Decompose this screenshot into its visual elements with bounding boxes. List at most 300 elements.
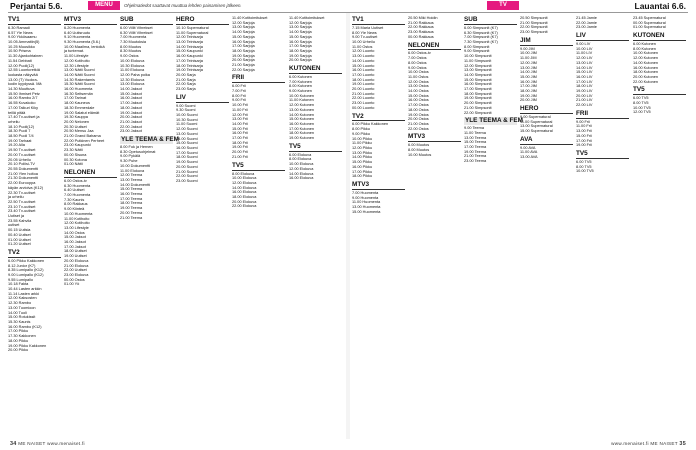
programme-line: 14.00 JIM [520,70,537,75]
programme-line: 12.00 Frii [232,112,249,117]
programme-line: 21.00 Grand Bahama [64,134,101,139]
channel-block [576,110,629,148]
programme-line: 16.00 Rambo (K12) [8,324,42,329]
programme-line: 00.00 Supernatural [633,20,666,25]
programme-line: 9.00 Kiinteä [64,207,85,212]
programme-line: 22.00 Ostos [408,126,429,131]
programme-line: 22.00 Rakkaus [408,25,434,30]
programme-line: 15.00 Suomi [176,141,198,146]
programme-line: 15.30 Nätti Suomi [64,82,95,87]
programme-line: 8.00 Kutonen [633,46,656,51]
programme-line: 18.00 JIM [520,89,537,94]
programme-line: 16.00 Kaupunki [176,54,203,59]
programme-line: 10.00 TV5 [576,169,594,174]
programme-line: 13.00 Luonto [352,54,375,59]
programme-line: 11.00 Frii [576,124,592,129]
programme-line: 21.00 Rakkaus [408,20,434,25]
channel-heading: SUB [464,16,517,25]
programme-line: 8.12 Junior (K7) [8,263,36,268]
channel-heading: TV1 [8,16,61,25]
programme-line: 11.00 Suomi [176,122,198,127]
channel-block [464,117,523,164]
programme-line: 10.00 TV5 [633,105,651,110]
left-footer-magazine: ME NAISET [18,441,46,446]
programme-line: 8.00 Elokuva [232,171,255,176]
programme-line: 19.50 Tv-uutiset [8,148,36,153]
programme-line: 20.50 Simpsonit [520,16,548,20]
programme-line: 9.00 Ostos [408,65,427,70]
programme-line: 14.30 Muuttuva [8,87,35,92]
programme-line: 12.00 Simpsonit [464,63,492,68]
programme-line: 17.00 Kutonen [289,126,315,131]
programme-line: 17.00 Suomi [176,150,198,155]
programme-line: 20.00 Sarjoja [289,58,312,63]
programme-line: 23.00 Simpsonit [520,30,548,35]
programme-line: 22.00 Eurooppa [8,181,36,186]
channel-heading: FRII [576,110,629,119]
programme-line: 9.00 Simpsonit [464,49,490,54]
programme-line: 11.40 Kotitoimitukset [232,16,268,20]
programme-line: 10.18 Fakta [8,282,29,287]
programme-line: 10.00 Frii [232,103,249,108]
programme-line: 17.00 Jaksot [64,244,86,249]
right-footer-site: www.menaiset.fi [611,441,649,446]
programme-line: 10.50 Prisma [8,49,31,54]
programme-line: 20.00 JIM [520,98,537,103]
programme-line: 14.00 Tuoli [8,310,27,315]
channel-block [8,249,61,353]
programme-line: 21.00 Simpsonit [464,105,492,110]
channel-block [576,150,629,174]
channel-heading: TV5 [289,143,342,152]
programme-line: 13.00 Sarjoja [232,25,255,30]
programme-line: 00.30 Kotona [64,157,87,162]
channel-block [289,143,342,181]
programme-line: 18.00 Pikku [8,338,29,343]
programme-line: 14.00 Teinisarja [176,44,203,49]
programme-line: 6.00 Pikku Kakkonen [352,122,389,127]
programme-line: 14.00 Kutonen [633,60,659,65]
programme-line: 15.00 Pikku [352,160,373,165]
right-footer-magazine: ME NAISET [650,441,678,446]
programme-line: 9.00 Pikku [352,131,370,136]
programme-line: 10.30 Elokuva [120,63,145,68]
programme-line: 6.00 Muutos [408,143,430,148]
programme-line: 22.00 Sarjoja [232,67,255,72]
programme-line: 16.00 Elokuva [289,176,314,181]
programme-line: 18.00 Pikku [352,174,373,179]
programme-line: 8.00 TV5 [633,100,649,105]
programme-line: 8.00 Elokuva [289,157,312,162]
programme-line: 14.00 LIV [576,65,593,70]
channel-block [64,169,117,287]
programme-line: 22.00 Putkinen Perheet [64,138,105,143]
programme-line: 19.00 Uutiset [64,254,87,259]
programme-line: 14.00 Nätti Suomi [64,72,95,77]
programme-line: 11.40 Kotitoimitukset [289,16,325,20]
programme-line: 9.00 JIM [520,46,535,51]
programme-line: 6.40 Uutisruutu [64,30,91,35]
programme-line: 15.00 Luonto [352,63,375,68]
programme-line: 22.00 Suomi [176,174,198,179]
programme-line: 9.00 Tv-uutiset [352,35,378,40]
programme-line: 6.00 Ostos-tv [408,51,431,56]
programme-line: 6.00 Elokuva [289,152,312,157]
programme-line: 15.30 Kaunis [8,320,31,324]
programme-line: 16.00 Suomi [176,145,198,150]
programme-line: 17.00 Ostos [408,103,429,108]
channel-heading: YLE TEEMA & FEM [465,117,523,125]
channel-block [633,86,686,115]
programme-line: 21.45 Jamie [576,16,597,20]
programme-line: 10.00 Dokumentti [120,163,151,168]
programme-line: 21.00 Sarja [176,77,196,82]
programme-line: 18.00 Jaksot [120,105,142,110]
programme-line: 13.00 Suomi [176,131,198,136]
programme-line: 10.00 Simpsonit [464,54,492,59]
left-menu-badge: MENU [88,1,120,10]
programme-line: 20.00 Teema [120,210,143,215]
programme-line: 19.00 Suomi [176,160,198,165]
programme-line: 00.00 Rakkaus [408,34,434,39]
programme-line: 6.00 Simpsonit (K7) [464,25,498,30]
programme-line: 7.00 Frii [232,89,246,94]
channel-heading: HERO [176,16,229,25]
programme-line: 16.00 Kutonen [289,121,315,126]
programme-line: 22.00 Jaksot [120,124,142,129]
programme-line: 9.00 Teema [464,126,485,131]
programme-line: 15.00 Kutonen [289,117,315,122]
programme-line: 11.00 Lifestyle [64,54,89,59]
programme-line: 23.00 Sarja [176,87,196,92]
programme-line: 10.00 LIV [576,46,593,51]
programme-line: 7.00 Huomenta [64,193,91,198]
programme-line: 14.00 Kutonen [289,112,315,117]
programme-line: 22.00 Sarja [176,82,196,87]
programme-line: 01.00 Supernatural [633,25,666,30]
programme-line: 9.10 Huomenta [64,35,91,40]
programme-line: 9.00 LIV [576,42,591,47]
programme-line: 16.55 Kuvakoko [8,101,36,106]
programme-line: 16.00 Jaksot [120,96,142,101]
programme-line: 10.00 Ostos [408,70,429,75]
programme-line: 6.00 Ostos-tv [64,178,87,183]
programme-line: 10.00 Kutonen [633,51,659,56]
programme-line: 12.00 Sarjoja [289,20,312,25]
programme-line: 22.50 Tv-uutiset [8,199,36,204]
programme-line: 18.00 Kutonen [289,131,315,136]
left-page-number: 34 [10,441,17,447]
channel-heading: LIV [576,32,629,41]
programme-line: 21.00 Jaksot [120,119,142,124]
channel-block [520,136,573,160]
programme-line: 18.00 Teema [120,201,143,206]
channel-heading: MTV3 [352,181,405,190]
programme-line: 19.00 Teema [464,149,487,154]
programme-line: 14.00 Luonto [352,58,375,63]
programme-line: 23.55 Kahvila [8,218,32,223]
programme-line: 14.00 Pikku [352,155,373,160]
programme-line: 17.00 Pikku [8,329,29,334]
programme-line: 20.00 Luonto [352,87,375,92]
programme-line: 8.30 Muutos [120,49,142,54]
listing-column [64,16,117,434]
programme-line: 9.00 Frii [232,98,246,103]
programme-line: 23.00 Jaksot [120,129,142,134]
programme-line: 10.00 Suomi [176,113,198,118]
programme-line: 7.15 Maria Uutiset [352,25,384,30]
programme-line: 14.30 Rakentamis [64,77,95,82]
programme-line: 12.00 LIV [576,56,593,61]
programme-line: 13.00 Teinisarja [176,40,203,45]
programme-line: 18.10 Puoli(12) [8,124,35,129]
right-tv-badge: TV [487,1,519,10]
programme-line: 8.35 Lumipallo (K12) [8,268,44,273]
channel-heading: TV5 [633,86,686,95]
programme-line: 17.00 Tarinat [64,96,87,101]
listing-column [232,16,285,434]
programme-line: 16.00 LIV [576,74,593,79]
programme-line: 8.30 Opetusohjelmat [120,149,156,154]
programme-line: 18.00 Frii [232,140,249,145]
programme-line: 15.00 Sarjoja [289,34,312,39]
programme-line: 12.00 Teema [120,173,143,178]
programme-line: 12.00 JIM [520,60,537,65]
channel-heading: YLE TEEMA & FEM [121,136,179,144]
programme-line: 18.30 Puoli 7 [8,129,31,134]
programme-line: 17.00 Sarjoja [232,44,255,49]
channel-block [408,16,461,40]
programme-line: 6.30 Ramadi [8,25,30,30]
programme-line: 16.00 Simpsonit [464,82,492,87]
programme-line: 17.00 Teema [120,196,143,201]
programme-line: 16.00 Luonto [352,68,375,73]
channel-heading: MTV3 [408,133,461,142]
programme-line: 8.00 TV5 [576,164,592,169]
channel-block [232,74,285,159]
channel-block [8,16,61,247]
programme-line: 13.00 Teema [120,177,143,182]
programme-line: 12.30 Elokuva [120,77,145,82]
channel-block [289,65,342,141]
programme-line: 11.00 Kotihoito [64,216,90,221]
programme-line: 23.00 Teema [464,159,487,164]
programme-line: 6.30 Villit Vihrekset [120,30,153,35]
listing-column [289,16,342,434]
channel-heading: LIV [176,94,229,103]
listing-column [576,16,629,434]
programme-line: 21.00 Teema [464,154,487,159]
programme-line: 7.00 Ostos [408,56,427,61]
programme-line: 15.00 Kaupunki [176,49,203,54]
programme-line: 12.00 Ostos [408,79,429,84]
programme-line: 9.00 Pykälä [120,154,141,159]
programme-line: 11.00 AVA [520,150,538,155]
programme-line: 19.00 Teinisarja [176,68,203,73]
programme-line: 17.00 Luonto [352,72,375,77]
programme-line: 9.00 Lumipallo (K12) [8,272,44,277]
programme-line: 9.00 AVA [520,145,536,150]
programme-line: 16.00 Huomenta [64,87,93,92]
programme-line: 6.20 Huomenta [64,25,91,30]
programme-line: 11.00 Frii [232,107,248,112]
programme-line: 19.20 Alla [8,143,25,148]
programme-line: 12.00 Sarjoja [232,20,255,25]
programme-line: 17.30 Kakkonen [8,334,36,339]
programme-line: 17.00 Teinisarja [176,58,203,63]
programme-line: 15.50 Ihmiset Petz [8,91,40,96]
programme-line: 20.50 Miki Hoidin [408,16,438,20]
programme-line: 11.00 Ostos [352,44,373,49]
programme-line: 22.30 Tv-uutiset [8,190,36,195]
programme-line: 8.00 Muutos [120,44,142,49]
programme-line: 20.00 Jaksot [120,115,142,120]
programme-line: 10.00 Pikku [352,136,373,141]
programme-line: 21.00 Elokuva [64,263,89,268]
programme-line: 01.00 Uutiset [8,237,31,242]
left-footer [10,441,85,447]
programme-line: 20.00 Sarja [176,72,196,77]
programme-line: 11.14 Lasten arkki [8,291,40,296]
programme-line: 10.30 Suomi [176,117,198,122]
programme-line: 22.00 Kutonen [633,79,659,84]
programme-line: 11.00 JIM [520,56,537,61]
programme-line: 9.00 Suomi [176,103,196,108]
programme-line: 12.00 TV5 [633,110,651,115]
programme-line: 14.00 Suomi [176,136,198,141]
listing-column [633,16,686,434]
programme-line: 9.30 Puhe [120,159,138,164]
programme-line: 16.00 Rambo 2/7 [8,96,38,101]
programme-line: 18.00 Suomi [176,155,198,160]
programme-line: 22.00 Uutiset [64,268,87,273]
programme-line: urheilu [8,119,20,124]
programme-line: 12.00 Kotihoito [64,58,90,63]
channel-block [232,162,285,210]
programme-line: 16.00 Frii [232,131,249,136]
channel-heading: NELONEN [408,42,461,51]
programme-line: 23.00 Kaupunki [64,143,91,148]
channel-block [408,42,461,132]
programme-line: käyän arvioiva (K12) [8,185,44,190]
programme-line: 19.30 Kauppa [64,115,88,120]
programme-line: 14.00 Elokuva [232,185,257,190]
programme-line: 19.00 Frii [232,145,249,150]
channel-heading: SUB [120,16,173,25]
channel-block [352,181,405,214]
programme-line: 19.00 Salatut elämät [64,110,100,115]
programme-line: 01.00 Yö [64,282,80,287]
programme-line: 13.00 Tuomioon [8,305,36,310]
channel-heading: JIM [520,37,573,46]
programme-line: 15.00 JIM [520,74,537,79]
programme-line: 00.00 Sisuna [64,152,87,157]
programme-line: 8.00 Ostos [408,60,427,65]
programme-line: 21.00 Ylen hoitoa [8,171,38,176]
channel-heading: KUTONEN [289,65,342,74]
channel-heading: HERO [520,105,573,114]
programme-line: 13.00 Elokuva [120,82,145,87]
programme-line: 11.00 Elokuva [120,168,145,173]
programme-line: 14.00 Simpsonit [464,72,492,77]
programme-line: 22.00 LIV [576,103,593,108]
programme-line: 18.00 Teinisarja [176,63,203,68]
programme-line: 6.00 TV5 [576,159,592,164]
programme-line: 12.00 Kutonen [633,56,659,61]
programme-line: 22.00 Jamie [576,20,597,25]
programme-line: 19.00 Jaksot [120,110,142,115]
programme-line: 20.00 Ostos [408,117,429,122]
channel-block [520,37,573,103]
programme-line: 18.00 Uutiset [64,249,87,254]
listing-column [408,16,461,434]
programme-line: 11.00 Simpsonit [464,58,492,63]
programme-line: 10.00 Huomenta [64,211,93,216]
programme-line: 18.30 Emmerdale [64,105,95,110]
programme-line: 15.00 Jaksot [120,91,142,96]
programme-line: 00.40 Uutiset [8,232,31,237]
programme-line: 8.00 Muutos [408,147,430,152]
programme-line: 13.00 Supernatural [520,124,553,129]
programme-line: 11.00 Teema [464,130,486,135]
programme-line: 6.00 Kutonen [289,74,312,79]
programme-line: 16.00 JIM [520,79,537,84]
programme-line: 20.00 Elokuva [232,199,257,204]
programme-line: 15.00 Huomenta [352,209,381,214]
programme-line: 20.00 Pikku [8,348,29,353]
programme-line: 7.00 Huomenta [352,190,379,195]
programme-line: 19.00 Luonto [352,82,375,87]
programme-line: 13.00 Kutonen [289,107,315,112]
programme-line: teillä pitää [8,110,26,115]
programme-line: 12.30 Lifestyle [64,63,89,68]
channel-block [120,136,179,220]
channel-block [464,16,517,115]
programme-line: 20.00 Elokuva [64,258,89,263]
programme-line: 7.30 Simpsonit (K7) [464,40,498,45]
programme-line: 15.00 Sarjoja [232,34,255,39]
programme-line: 12.55 Luontoretkiä [8,68,40,73]
programme-line: 10.00 Elokuva [289,162,314,167]
programme-line: 17.40 Tv-uutiset ja [8,115,40,120]
programme-line: kodin kyydyssä. Mä [8,82,42,87]
programme-line: 11.00 Ostos [408,74,429,79]
programme-line: 20.00 Tv-uutiset [8,152,36,157]
programme-line: 10.00 JIM [520,51,537,56]
programme-line: 14.00 Ostos [64,230,85,235]
programme-line: 23.00 Elokuva [64,272,89,277]
programme-line: 12.00 Kaksosten [8,296,37,301]
programme-line: 20.00 LIV [576,93,593,98]
programme-line: uutiset [8,223,20,228]
programme-line: 13.00 (T) Vuokra- [8,77,38,82]
programme-line: 10.00 Urheilu [352,40,375,45]
programme-line: 15.00 Frii [232,126,249,131]
programme-line: 18.50 Puoli 7/4 [8,134,34,139]
programme-line: 12.00 Kotihoito [64,221,90,226]
channel-heading: TV2 [8,249,61,258]
programme-line: 15.00 Supernatural [520,129,553,134]
programme-line: 22.00 Simpsonit [520,25,548,30]
listing-column [352,16,405,434]
programme-line: 12.00 Luonto [352,49,375,54]
programme-line: 23.10 Tv-uutiset [8,204,36,209]
programme-line: 11.00 Supernatural [520,119,553,124]
programme-line: 18.00 Simpsonit [464,91,492,96]
programme-note: Ohjelmatiedot saattavat muuttua lehden painamisen jälkeen. [124,2,242,8]
programme-line: 6.30 Simpsonit (K7) [464,30,498,35]
programme-line: 13.00 Nätti Suomi [64,68,95,73]
